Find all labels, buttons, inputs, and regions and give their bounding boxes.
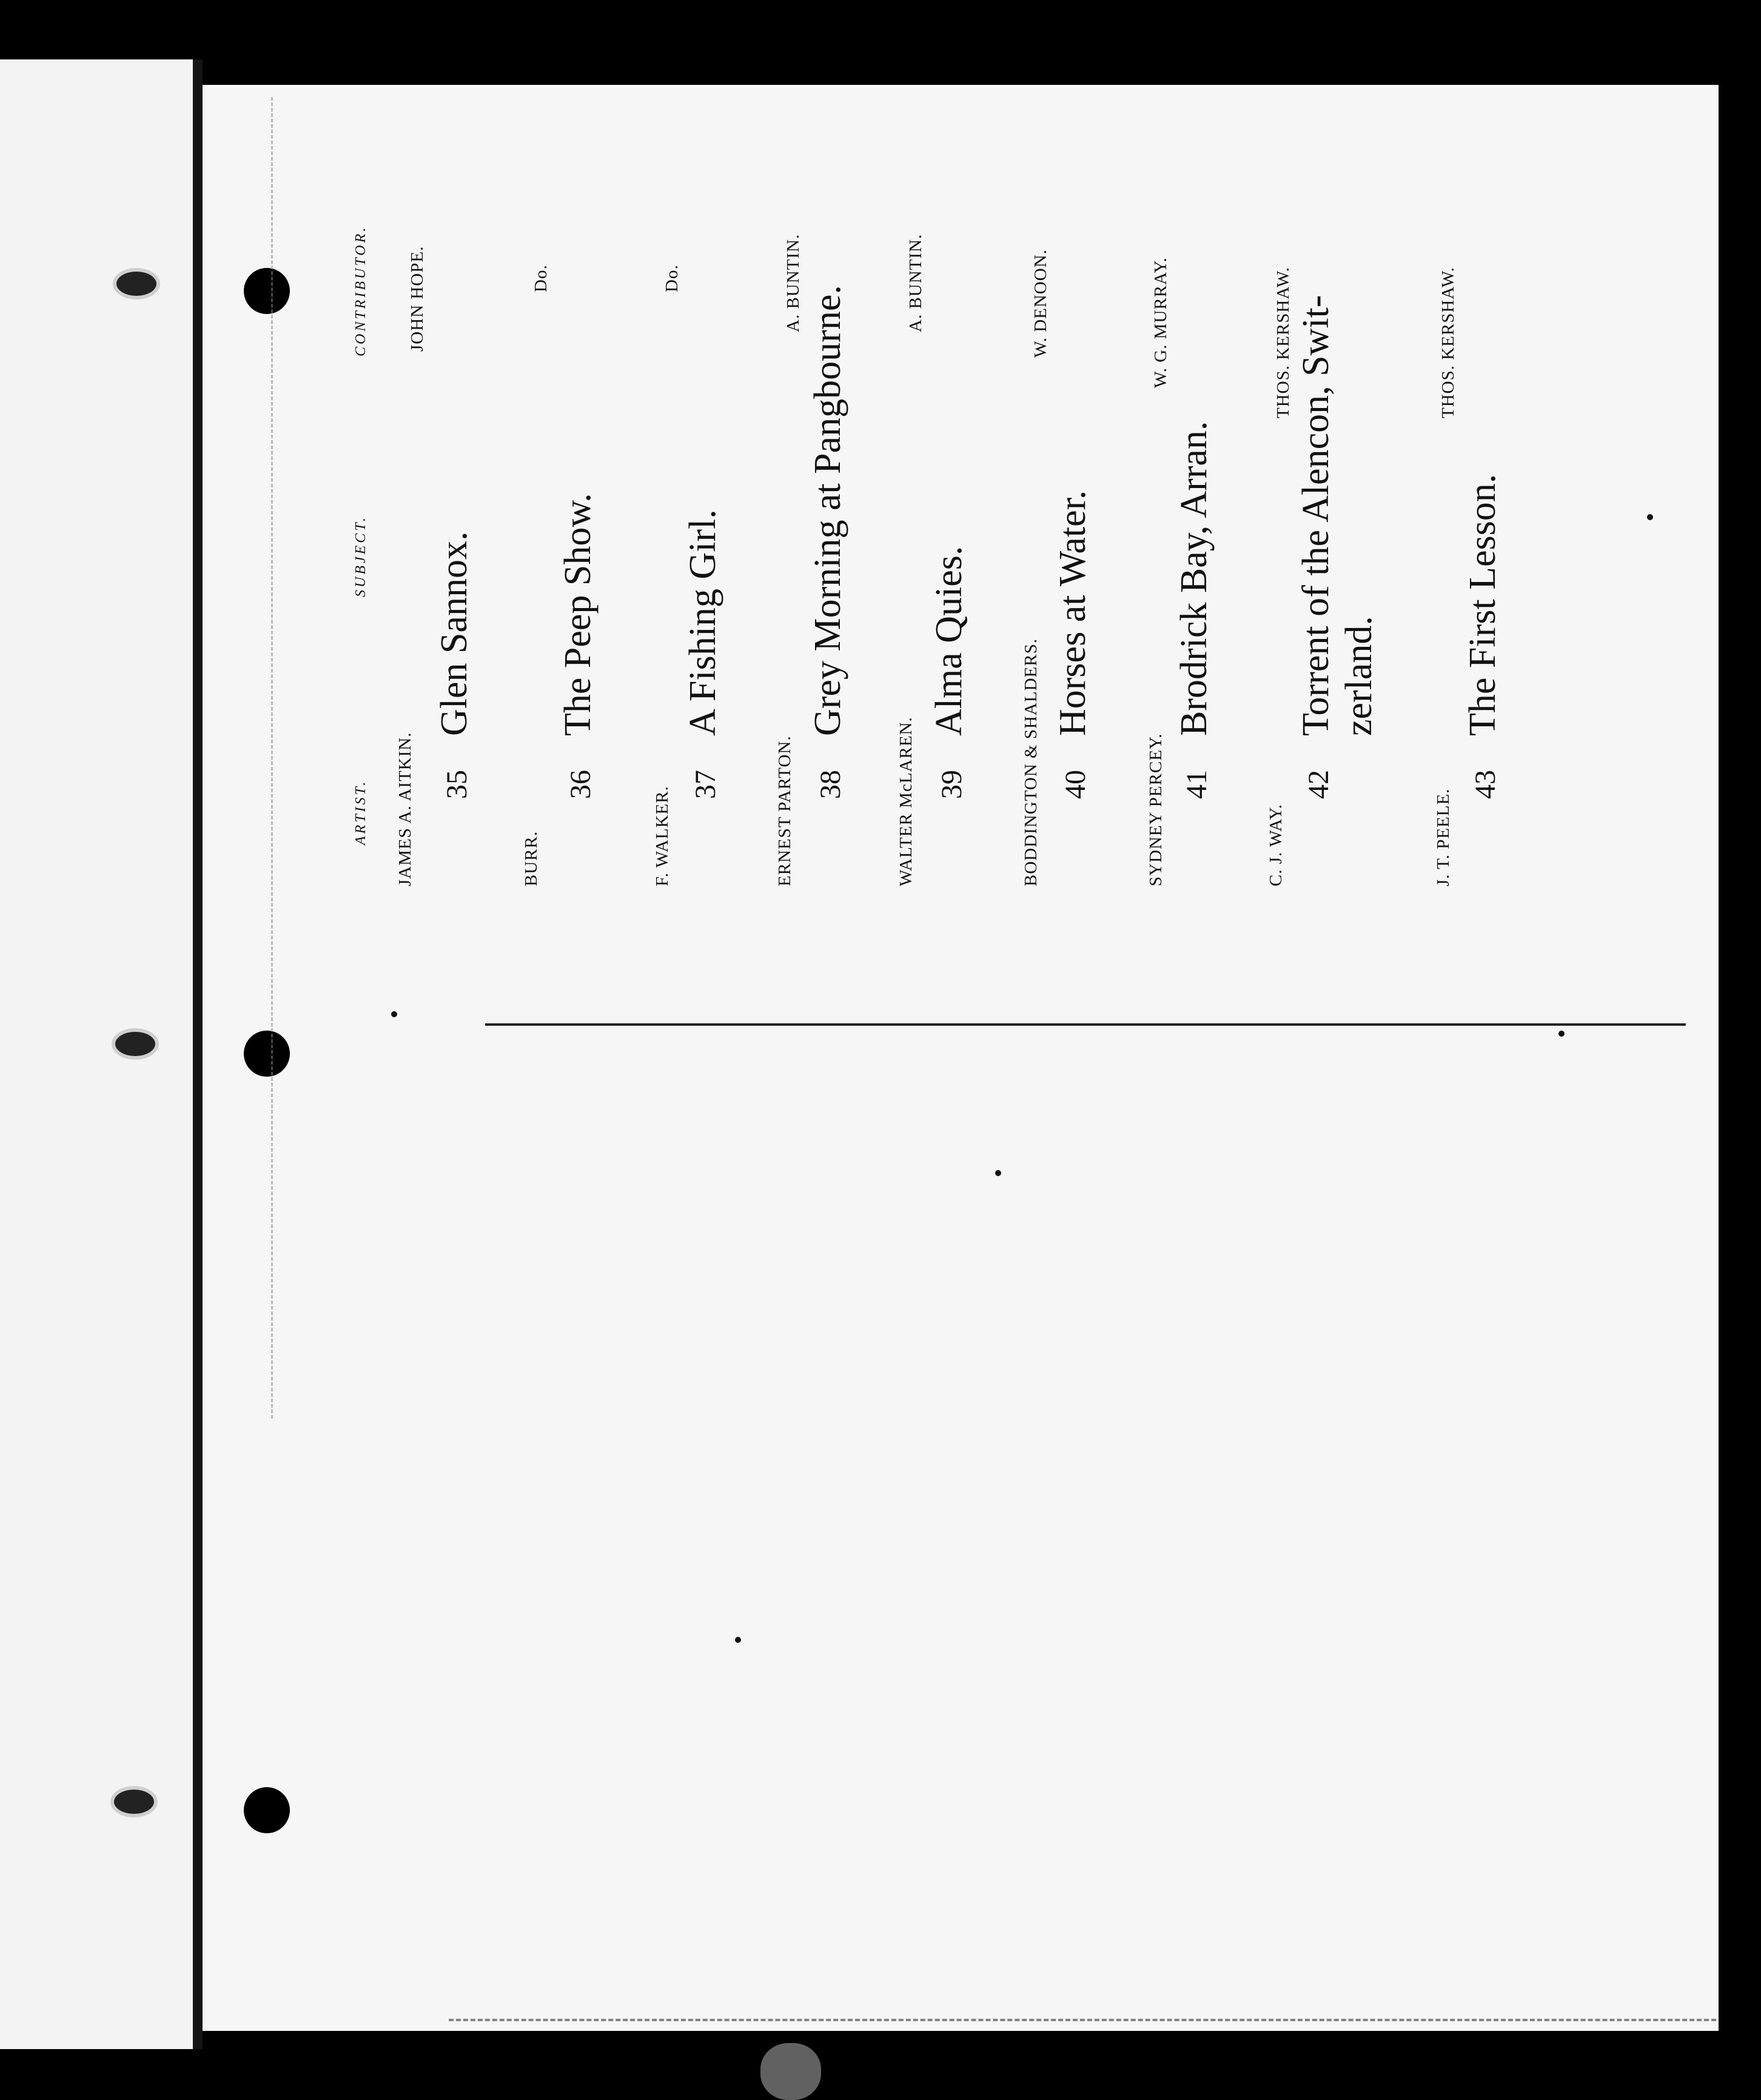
binding-margin-line	[271, 97, 275, 1419]
artist-name: WALTER McLAREN.	[896, 717, 916, 886]
subject-text: The First Lesson.	[1462, 473, 1503, 736]
entry-number: 41	[1181, 770, 1213, 799]
subject-text: The Peep Show.	[557, 493, 599, 736]
punch-hole-left-bottom	[110, 1786, 158, 1817]
contributor-name: A. BUNTIN.	[783, 233, 803, 332]
artist-name: BURR.	[522, 831, 541, 886]
contributor-name: THOS. KERSHAW.	[1273, 267, 1293, 418]
speck	[995, 1170, 1001, 1176]
subject-text: Horses at Water.	[1052, 490, 1093, 736]
entry-number: 39	[936, 770, 968, 799]
punch-hole-bottom	[244, 1787, 290, 1833]
subject-title	[1294, 120, 1381, 799]
entry-number: 40	[1059, 770, 1092, 799]
entry-number: 37	[689, 770, 722, 799]
subject-title	[1461, 474, 1504, 799]
catalogue-page	[203, 85, 1719, 2031]
punch-hole-left-middle	[112, 1028, 159, 1060]
subject-title	[1173, 421, 1216, 799]
speck	[391, 1011, 397, 1017]
subject-title	[682, 509, 725, 799]
subject-text: Glen Sannox.	[434, 531, 475, 736]
entry-number: 35	[441, 770, 473, 799]
subject-text-continued: zerland.	[1338, 616, 1380, 736]
header-subject: SUBJECT.	[353, 515, 369, 597]
artist-name: C. J. WAY.	[1266, 804, 1286, 886]
subject-title	[1052, 490, 1095, 799]
entry-number: 36	[565, 770, 597, 799]
contributor-name: A. BUNTIN.	[906, 233, 925, 332]
artist-name: BODDINGTON & SHALDERS.	[1021, 638, 1041, 886]
entry-number: 42	[1303, 770, 1335, 799]
subject-text: Grey Morning at Pangbourne.	[807, 285, 848, 736]
entry-number: 38	[814, 770, 847, 799]
page-bottom-edge	[449, 2019, 1716, 2021]
paper-stain	[760, 2043, 821, 2100]
header-artist: ARTIST.	[353, 779, 369, 845]
entry-number: 43	[1469, 770, 1501, 799]
artist-name: J. T. PEELE.	[1434, 788, 1453, 886]
contributor-name: W. G. MURRAY.	[1151, 257, 1170, 388]
artist-name: SYDNEY PERCEY.	[1146, 733, 1166, 886]
contributor-name: THOS. KERSHAW.	[1438, 267, 1458, 418]
artist-name: JAMES A. AITKIN.	[395, 732, 415, 886]
speck	[735, 1637, 741, 1643]
contributor-name: JOHN HOPE.	[408, 246, 427, 352]
artist-name: ERNEST PARTON.	[775, 735, 794, 886]
subject-text: Brodrick Bay, Arran.	[1173, 421, 1215, 736]
facing-page	[0, 59, 203, 2049]
contributor-name: W. DENOON.	[1031, 249, 1050, 358]
subject-title	[807, 285, 850, 799]
subject-text: Torrent of the Alencon, Swit-	[1295, 295, 1337, 736]
subject-title	[557, 493, 600, 799]
punch-hole-top	[244, 268, 290, 314]
contributor-name: Do.	[662, 264, 682, 292]
header-contributor: CONTRIBUTOR.	[353, 225, 369, 356]
contributor-name: Do.	[531, 264, 551, 292]
artist-name: F. WALKER.	[652, 786, 672, 886]
punch-hole-left-top	[113, 268, 160, 299]
speck	[1647, 514, 1653, 520]
punch-hole-middle	[244, 1031, 290, 1077]
page-fold-rule	[485, 1023, 1686, 1026]
subject-title	[433, 531, 476, 799]
subject-text: A Fishing Girl.	[682, 509, 723, 736]
subject-title	[928, 546, 971, 799]
subject-text: Alma Quies.	[928, 546, 970, 736]
speck	[1558, 1031, 1565, 1037]
